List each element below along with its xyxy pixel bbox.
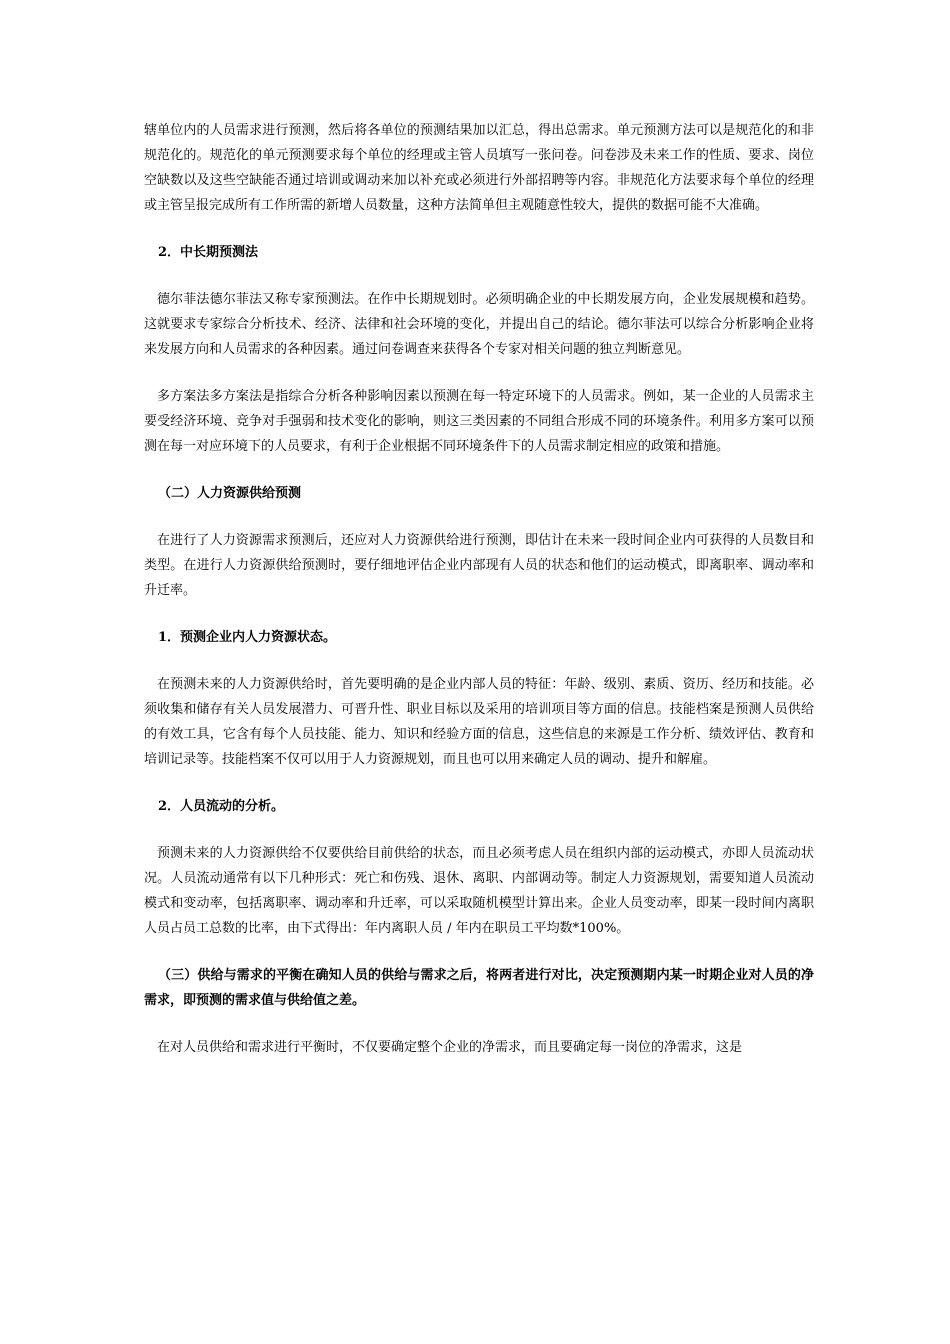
document-page bbox=[144, 118, 814, 1060]
paragraph-turnover: 预测未来的人力资源供给不仅要供给目前供给的状态，而且必须考虑人员在组织内部的运动模式，亦即人员流动状况。人员流动通常有以下几种形式：死亡和伤残、退休、离职、内部调动等。制定人力资源规划，需要知道人员流动模式和变动率，包括离职率、调动率和升迁率，可以采取随机模型计算出来。企业人员变动率，即某一段时间内离职人员占员工总数的比率，由下式得出：年内离职人员 / 年内在职员工平均数*100%。 bbox=[144, 846, 814, 936]
paragraph-skills-inventory: 在预测未来的人力资源供给时，首先要明确的是企业内部人员的特征：年龄、级别、素质、资历、经历和技能。必须收集和储存有关人员发展潜力、可晋升性、职业目标以及采用的培训项目等方面的信息。技能档案是预测人员供给的有效工具，它含有每个人员技能、能力、知识和经验方面的信息，这些信息的来源是工作分析、绩效评估、教育和培训记录等。技能档案不仅可以用于人力资源规划，而且也可以用来确定人员的调动、提升和解雇。 bbox=[144, 677, 814, 767]
paragraph-balance-detail: 在对人员供给和需求进行平衡时，不仅要确定整个企业的净需求，而且要确定每一岗位的净需求，这是 bbox=[157, 1040, 743, 1055]
paragraph-multi-scenario: 多方案法多方案法是指综合分析各种影响因素以预测在每一特定环境下的人员需求。例如，某一企业的人员需求主要受经济环境、竞争对手强弱和技术变化的影响，则这三类因素的不同组合形成不同的环境条件。利用多方案可以预测在每一对应环境下的人员要求，有利于企业根据不同环境条件下的人员需求制定相应的政策和措施。 bbox=[144, 389, 814, 454]
heading-long-term-forecast: 2．中长期预测法 bbox=[158, 245, 259, 260]
heading-internal-status: 1．预测企业内人力资源状态。 bbox=[158, 630, 337, 645]
heading-balance: （三）供给与需求的平衡在确知人员的供给与需求之后，将两者进行对比，决定预测期内某一时期企业对人员的净需求，即预测的需求值与供给值之差。 bbox=[144, 968, 814, 1008]
heading-supply-forecast: （二）人力资源供给预测 bbox=[158, 486, 302, 501]
paragraph-delphi: 德尔菲法德尔菲法又称专家预测法。在作中长期规划时。必须明确企业的中长期发展方向，企业发展规模和趋势。这就要求专家综合分析技术、经济、法律和社会环境的变化，并提出自己的结论。德尔菲法可以综合分析影响企业将来发展方向和人员需求的各种因素。通过问卷调查来获得各个专家对相关问题的独立判断意见。 bbox=[144, 292, 814, 357]
paragraph-unit-forecast: 辖单位内的人员需求进行预测，然后将各单位的预测结果加以汇总，得出总需求。单元预测方法可以是规范化的和非规范化的。规范化的单元预测要求每个单位的经理或主管人员填写一张问卷。问卷涉及未来工作的性质、要求、岗位空缺数以及这些空缺能否通过培训或调动来加以补充或必须进行外部招聘等内容。非规范化方法要求每个单位的经理或主管呈报完成所有工作所需的新增人员数量，这种方法简单但主观随意性较大，提供的数据可能不大准确。 bbox=[144, 123, 814, 213]
paragraph-supply-intro: 在进行了人力资源需求预测后，还应对人力资源供给进行预测，即估计在未来一段时间企业内可获得的人员数目和类型。在进行人力资源供给预测时，要仔细地评估企业内部现有人员的状态和他们的运动模式，即离职率、调动率和升迁率。 bbox=[144, 533, 814, 598]
heading-personnel-flow: 2．人员流动的分析。 bbox=[158, 799, 285, 814]
